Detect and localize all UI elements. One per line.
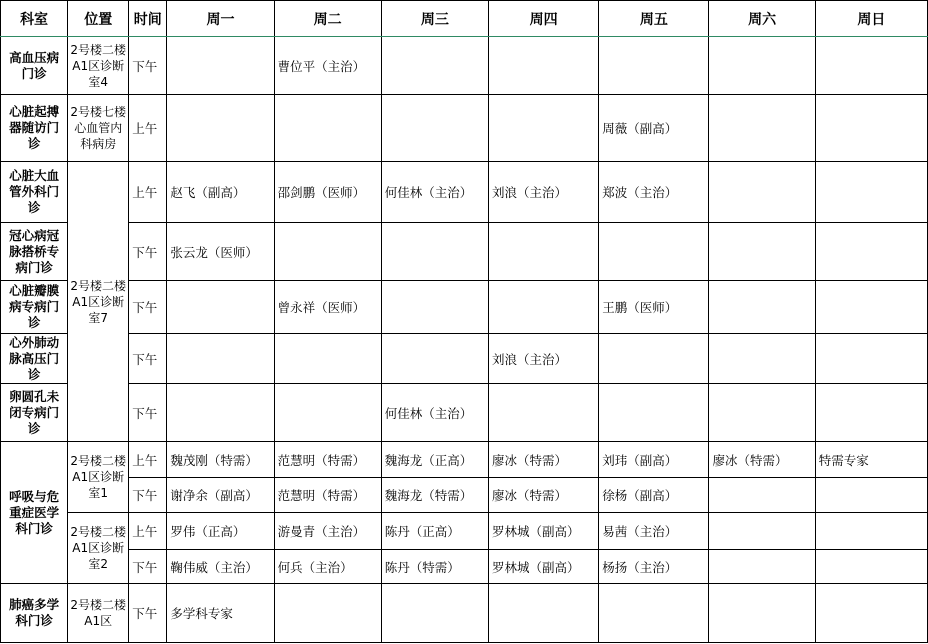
schedule-cell: 多学科专家 — [167, 584, 274, 643]
schedule-cell — [815, 513, 927, 550]
schedule-cell — [489, 281, 599, 334]
header-dept: 科室 — [1, 1, 68, 37]
location-cell: 2号楼二楼A1区诊断室4 — [68, 37, 129, 95]
schedule-cell — [709, 281, 815, 334]
header-row — [1, 1, 928, 37]
schedule-cell — [709, 550, 815, 584]
schedule-cell: 邵剑鹏（医师） — [274, 162, 381, 223]
schedule-cell: 刘浪（主治） — [489, 162, 599, 223]
schedule-cell — [274, 95, 381, 162]
schedule-cell: 罗伟（正高） — [167, 513, 274, 550]
schedule-cell: 王鹏（医师） — [599, 281, 709, 334]
schedule-cell: 廖冰（特需） — [709, 442, 815, 478]
schedule-cell: 张云龙（医师） — [167, 223, 274, 281]
schedule-cell — [489, 95, 599, 162]
schedule-cell: 赵飞（副高） — [167, 162, 274, 223]
schedule-cell — [381, 584, 488, 643]
header-location: 位置 — [68, 1, 129, 37]
department-cell: 心脏瓣膜病专病门诊 — [1, 281, 68, 334]
schedule-cell — [709, 37, 815, 95]
schedule-cell: 易茜（主治） — [599, 513, 709, 550]
location-cell: 2号楼七楼心血管内科病房 — [68, 95, 129, 162]
table-header — [1, 1, 928, 37]
schedule-cell — [709, 334, 815, 384]
schedule-cell — [381, 334, 488, 384]
schedule-cell: 范慧明（特需） — [274, 442, 381, 478]
schedule-cell — [381, 281, 488, 334]
schedule-cell — [709, 584, 815, 643]
time-cell: 上午 — [129, 162, 167, 223]
schedule-cell — [599, 37, 709, 95]
schedule-cell — [274, 334, 381, 384]
schedule-cell — [599, 223, 709, 281]
department-cell: 高血压病门诊 — [1, 37, 68, 95]
department-cell: 心脏大血管外科门诊 — [1, 162, 68, 223]
time-cell: 上午 — [129, 95, 167, 162]
department-cell: 肺癌多学科门诊 — [1, 584, 68, 643]
schedule-cell — [167, 384, 274, 442]
schedule-cell: 陈丹（正高） — [381, 513, 488, 550]
time-cell: 下午 — [129, 334, 167, 384]
table-row — [1, 223, 928, 281]
schedule-cell — [381, 37, 488, 95]
schedule-cell: 刘玮（副高） — [599, 442, 709, 478]
time-cell: 上午 — [129, 442, 167, 478]
schedule-cell: 廖冰（特需） — [489, 478, 599, 513]
table-row — [1, 95, 928, 162]
schedule-cell — [381, 223, 488, 281]
schedule-cell: 魏茂刚（特需） — [167, 442, 274, 478]
time-cell: 下午 — [129, 584, 167, 643]
schedule-cell: 游曼青（主治） — [274, 513, 381, 550]
header-thursday: 周四 — [489, 1, 599, 37]
schedule-cell — [167, 95, 274, 162]
location-cell: 2号楼二楼A1区诊断室7 — [68, 162, 129, 442]
schedule-cell — [815, 95, 927, 162]
schedule-cell — [709, 513, 815, 550]
schedule-cell: 杨扬（主治） — [599, 550, 709, 584]
schedule-cell: 何佳林（主治） — [381, 162, 488, 223]
schedule-cell — [274, 384, 381, 442]
schedule-cell: 谢净余（副高） — [167, 478, 274, 513]
schedule-cell: 特需专家 — [815, 442, 927, 478]
department-cell: 心外肺动脉高压门诊 — [1, 334, 68, 384]
schedule-cell — [709, 162, 815, 223]
header-wednesday: 周三 — [381, 1, 488, 37]
location-cell: 2号楼二楼A1区诊断室2 — [68, 513, 129, 584]
schedule-cell: 魏海龙（正高） — [381, 442, 488, 478]
header-tuesday: 周二 — [274, 1, 381, 37]
time-cell: 下午 — [129, 37, 167, 95]
schedule-cell: 何兵（主治） — [274, 550, 381, 584]
schedule-cell: 范慧明（特需） — [274, 478, 381, 513]
schedule-cell: 曹位平（主治） — [274, 37, 381, 95]
schedule-cell: 徐杨（副高） — [599, 478, 709, 513]
header-saturday: 周六 — [709, 1, 815, 37]
table-row — [1, 281, 928, 334]
schedule-cell: 鞠伟威（主治） — [167, 550, 274, 584]
header-sunday: 周日 — [815, 1, 927, 37]
schedule-cell — [709, 223, 815, 281]
schedule-cell — [381, 95, 488, 162]
schedule-cell: 罗林城（副高） — [489, 550, 599, 584]
department-cell: 呼吸与危重症医学科门诊 — [1, 442, 68, 584]
schedule-cell — [489, 37, 599, 95]
table-row — [1, 37, 928, 95]
table-row — [1, 384, 928, 442]
header-friday: 周五 — [599, 1, 709, 37]
table-row — [1, 334, 928, 384]
schedule-cell — [489, 223, 599, 281]
schedule-cell — [815, 478, 927, 513]
schedule-cell: 罗林城（副高） — [489, 513, 599, 550]
time-cell: 下午 — [129, 281, 167, 334]
schedule-cell — [815, 223, 927, 281]
schedule-cell — [489, 384, 599, 442]
schedule-cell — [815, 162, 927, 223]
table-row — [1, 584, 928, 643]
table-row — [1, 513, 928, 550]
schedule-cell — [815, 550, 927, 584]
schedule-cell: 周薇（副高） — [599, 95, 709, 162]
schedule-cell: 刘浪（主治） — [489, 334, 599, 384]
department-cell: 卵圆孔未闭专病门诊 — [1, 384, 68, 442]
table-row — [1, 162, 928, 223]
table-row — [1, 478, 928, 513]
schedule-cell — [815, 281, 927, 334]
schedule-cell: 郑波（主治） — [599, 162, 709, 223]
schedule-cell — [167, 281, 274, 334]
time-cell: 下午 — [129, 478, 167, 513]
table-row — [1, 442, 928, 478]
schedule-cell: 陈丹（特需） — [381, 550, 488, 584]
schedule-cell — [274, 584, 381, 643]
schedule-cell — [599, 584, 709, 643]
schedule-cell: 廖冰（特需） — [489, 442, 599, 478]
time-cell: 下午 — [129, 384, 167, 442]
schedule-cell — [709, 384, 815, 442]
schedule-cell — [599, 384, 709, 442]
schedule-cell — [815, 384, 927, 442]
schedule-cell — [489, 584, 599, 643]
table-row — [1, 550, 928, 584]
schedule-cell — [167, 334, 274, 384]
schedule-cell — [709, 478, 815, 513]
department-cell: 心脏起搏器随访门诊 — [1, 95, 68, 162]
location-cell: 2号楼二楼A1区 — [68, 584, 129, 643]
schedule-cell — [815, 584, 927, 643]
schedule-cell — [815, 37, 927, 95]
header-time: 时间 — [129, 1, 167, 37]
schedule-cell: 何佳林（主治） — [381, 384, 488, 442]
schedule-cell — [167, 37, 274, 95]
time-cell: 上午 — [129, 513, 167, 550]
time-cell: 下午 — [129, 550, 167, 584]
schedule-cell — [599, 334, 709, 384]
schedule-cell: 魏海龙（特需） — [381, 478, 488, 513]
department-cell: 冠心病冠脉搭桥专病门诊 — [1, 223, 68, 281]
schedule-cell — [815, 334, 927, 384]
schedule-cell: 曾永祥（医师） — [274, 281, 381, 334]
location-cell: 2号楼二楼A1区诊断室1 — [68, 442, 129, 513]
time-cell: 下午 — [129, 223, 167, 281]
schedule-cell — [274, 223, 381, 281]
header-monday: 周一 — [167, 1, 274, 37]
schedule-cell — [709, 95, 815, 162]
table-body — [1, 37, 928, 643]
